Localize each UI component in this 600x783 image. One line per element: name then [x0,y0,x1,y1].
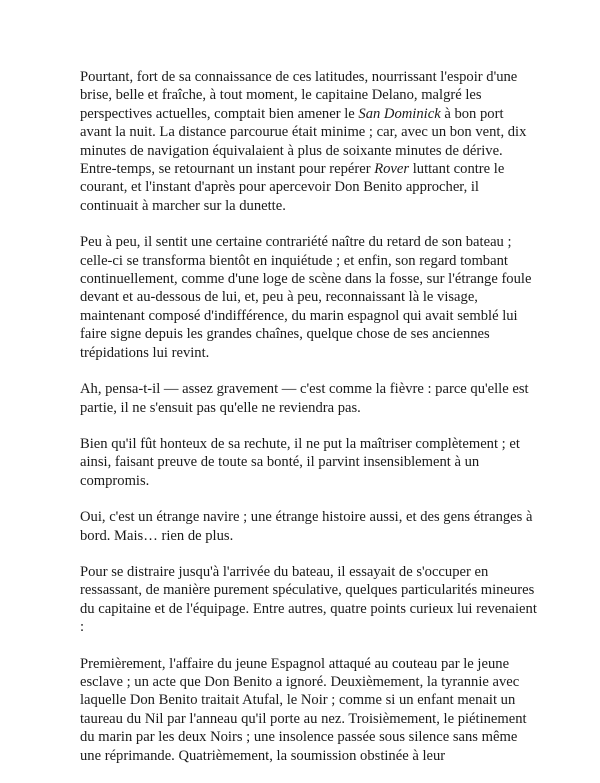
ship-name: San Dominick [358,105,441,122]
text-run: Peu à peu, il sentit une certaine contrariété naître du retard de son bateau ; celle-ci se transforma bientôt en inquiétude ; et enfin, son regard tombant continuellement, comme d'une loge de scène dans la fosse, sur l'étrange foule devant et au-dessous de lui, et, peu à peu, reconnaissant là le visage, maintenant composé d'indifférence, du marin espagnol qui avait semblé lui faire signe depuis les grandes chaînes, quelque chose de ses anciennes trépidations lui revint. [80,234,532,361]
paragraph [80,233,538,362]
text-run: luttant contre le courant, et l'instant d'après pour apercevoir Don Benito approcher, il continuait à marcher sur la dunette. [80,161,505,214]
paragraph [80,68,538,215]
text-run: à bon port avant la nuit. La distance parcourue était minime ; car, avec un bon vent, dix minutes de navigation équivalaient à plus de soixante minutes de dérive. Entre-temps, se retournant un instant pour repérer [80,105,527,178]
text-run: Ah, pensa-t-il — assez gravement — c'est comme la fièvre : parce qu'elle est partie, il ne s'ensuit pas qu'elle ne reviendra pas. [80,381,529,416]
text-run: Bien qu'il fût honteux de sa rechute, il ne put la maîtriser complètement ; et ainsi, faisant preuve de toute sa bonté, il parvint insensiblement à un compromis. [80,435,520,489]
paragraph [80,380,538,417]
paragraph [80,435,538,490]
text-run: Premièrement, l'affaire du jeune Espagnol attaqué au couteau par le jeune esclave ; un acte que Don Benito a ignoré. Deuxièmement, la tyrannie avec laquelle Don Benito traitait Atufal, le Noir ; comme si un enfant menait un taureau du Nil par l'anneau qu'il porte au nez. Troisièmement, le piétinement du marin par les deux Noirs ; une insolence passée sous silence sans même une réprimande. Quatrièmement, la soumission obstinée à leur [80,655,527,764]
ship-name: Rover [374,161,410,178]
paragraph [80,655,538,765]
document-page [80,68,538,783]
paragraph [80,563,538,637]
text-run: Pourtant, fort de sa connaissance de ces latitudes, nourrissant l'espoir d'une brise, belle et fraîche, à tout moment, le capitaine Delano, malgré les perspectives actuelles, comptait bien amener le [80,69,518,122]
paragraph [80,508,538,545]
text-run: Pour se distraire jusqu'à l'arrivée du bateau, il essayait de s'occuper en ressassant, de manière purement spéculative, quelques particularités mineures du capitaine et de l'équipage. Entre autres, quatre points curieux lui revenaient : [80,563,537,636]
text-run: Oui, c'est un étrange navire ; une étrange histoire aussi, et des gens étranges à bord. Mais… rien de plus. [80,509,533,544]
